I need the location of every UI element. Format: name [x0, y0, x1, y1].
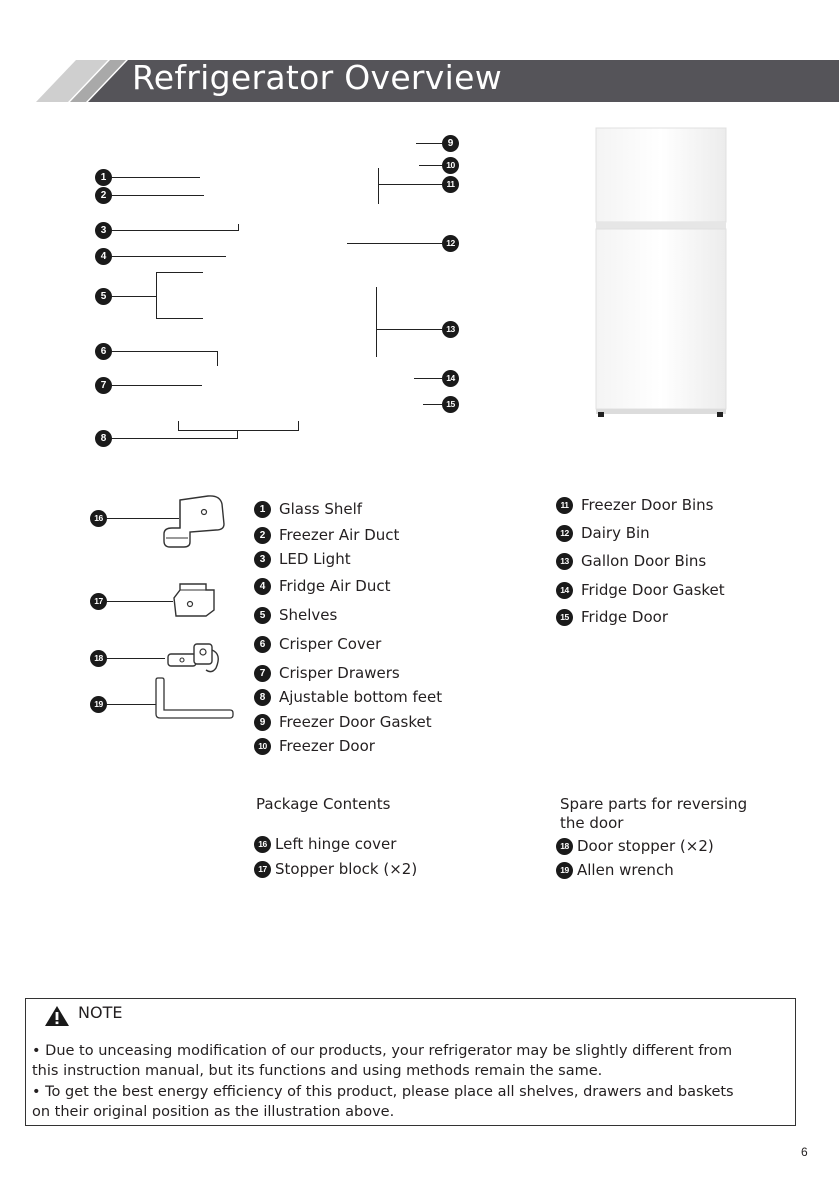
legend-label: Fridge Door Gasket — [581, 581, 725, 599]
spare-heading-line1: Spare parts for reversing — [560, 795, 748, 813]
spare-heading-line2: the door — [560, 814, 624, 832]
legend-label: Freezer Door Gasket — [279, 713, 432, 731]
legend-label: Stopper block (×2) — [275, 860, 418, 878]
callout-badge-4: 4 — [95, 248, 112, 265]
leader-line — [414, 378, 442, 379]
callout-badge-18: 18 — [90, 650, 107, 667]
leader-line — [156, 272, 203, 273]
callout-badge-7: 7 — [95, 377, 112, 394]
callout-badge-8: 8 — [95, 430, 112, 447]
leader-line — [378, 168, 379, 204]
legend-label: Fridge Door — [581, 608, 668, 626]
leader-line — [112, 438, 237, 439]
legend-badge: 5 — [254, 607, 271, 624]
leader-line — [107, 658, 165, 659]
leader-line — [112, 177, 200, 178]
callout-badge-13: 13 — [442, 321, 459, 338]
leader-line — [237, 430, 238, 439]
leader-line — [178, 430, 298, 431]
leader-line — [112, 385, 202, 386]
callout-badge-19: 19 — [90, 696, 107, 713]
leader-line — [112, 230, 238, 231]
stopper-block-image — [170, 580, 220, 620]
hinge-cover-image — [158, 490, 230, 550]
header-banner — [0, 0, 839, 110]
leader-line — [156, 318, 203, 319]
leader-line — [112, 296, 156, 297]
callout-badge-17: 17 — [90, 593, 107, 610]
legend-label: Shelves — [279, 606, 338, 624]
leader-line — [423, 404, 442, 405]
note-title: NOTE — [78, 1003, 123, 1022]
page-number: 6 — [801, 1145, 808, 1159]
leader-line — [217, 351, 218, 366]
callout-badge-12: 12 — [442, 235, 459, 252]
callout-badge-6: 6 — [95, 343, 112, 360]
leader-line — [347, 243, 442, 244]
legend-label: Freezer Door — [279, 737, 375, 755]
callout-badge-11: 11 — [442, 176, 459, 193]
legend-label: Left hinge cover — [275, 835, 397, 853]
callout-badge-15: 15 — [442, 396, 459, 413]
refrigerator-image — [595, 127, 727, 418]
callout-badge-3: 3 — [95, 222, 112, 239]
legend-badge: 17 — [254, 861, 271, 878]
legend-badge: 13 — [556, 553, 573, 570]
legend-badge: 7 — [254, 665, 271, 682]
legend-badge: 4 — [254, 578, 271, 595]
legend-badge: 2 — [254, 527, 271, 544]
callout-badge-5: 5 — [95, 288, 112, 305]
note-box — [25, 998, 796, 1126]
callout-badge-2: 2 — [95, 187, 112, 204]
leader-line — [376, 287, 377, 357]
legend-label: Glass Shelf — [279, 500, 363, 518]
package-heading: Package Contents — [256, 795, 391, 813]
legend-badge: 6 — [254, 636, 271, 653]
page-title: Refrigerator Overview — [132, 58, 502, 97]
leader-line — [178, 421, 179, 431]
leader-line — [376, 329, 442, 330]
warning-icon — [44, 1005, 70, 1027]
legend-badge: 11 — [556, 497, 573, 514]
door-stopper-image — [164, 640, 226, 676]
legend-badge: 1 — [254, 501, 271, 518]
leader-line — [107, 601, 173, 602]
legend-label: Freezer Door Bins — [581, 496, 714, 514]
legend-label: Crisper Cover — [279, 635, 382, 653]
leader-line — [416, 143, 442, 144]
legend-badge: 12 — [556, 525, 573, 542]
leader-line — [112, 256, 226, 257]
callout-badge-1: 1 — [95, 169, 112, 186]
leader-line — [419, 165, 442, 166]
callout-badge-9: 9 — [442, 135, 459, 152]
legend-label: Door stopper (×2) — [577, 837, 714, 855]
allen-wrench-image — [152, 676, 236, 722]
legend-label: Ajustable bottom feet — [279, 688, 443, 706]
callout-badge-16: 16 — [90, 510, 107, 527]
legend-badge: 19 — [556, 862, 573, 879]
leader-line — [298, 421, 299, 431]
legend-badge: 15 — [556, 609, 573, 626]
leader-line — [112, 351, 217, 352]
callout-badge-10: 10 — [442, 157, 459, 174]
legend-badge: 8 — [254, 689, 271, 706]
legend-badge: 9 — [254, 714, 271, 731]
legend-label: Crisper Drawers — [279, 664, 400, 682]
note-line-4: on their original position as the illustration above. — [32, 1104, 395, 1120]
legend-label: Fridge Air Duct — [279, 577, 391, 595]
leader-line — [238, 224, 239, 231]
legend-label: Allen wrench — [577, 861, 674, 879]
note-line-2: this instruction manual, but its functions and using methods remain the same. — [32, 1063, 603, 1079]
legend-label: Gallon Door Bins — [581, 552, 707, 570]
legend-label: Dairy Bin — [581, 524, 650, 542]
leader-line — [156, 272, 157, 319]
legend-label: LED Light — [279, 550, 351, 568]
note-line-1: • Due to unceasing modification of our products, your refrigerator may be slightly different from — [32, 1043, 733, 1059]
legend-badge: 3 — [254, 551, 271, 568]
leader-line — [378, 184, 442, 185]
callout-badge-14: 14 — [442, 370, 459, 387]
legend-badge: 16 — [254, 836, 271, 853]
legend-badge: 10 — [254, 738, 271, 755]
legend-badge: 18 — [556, 838, 573, 855]
note-line-3: • To get the best energy efficiency of this product, please place all shelves, drawers and baskets — [32, 1084, 734, 1100]
legend-label: Freezer Air Duct — [279, 526, 400, 544]
legend-badge: 14 — [556, 582, 573, 599]
leader-line — [112, 195, 204, 196]
